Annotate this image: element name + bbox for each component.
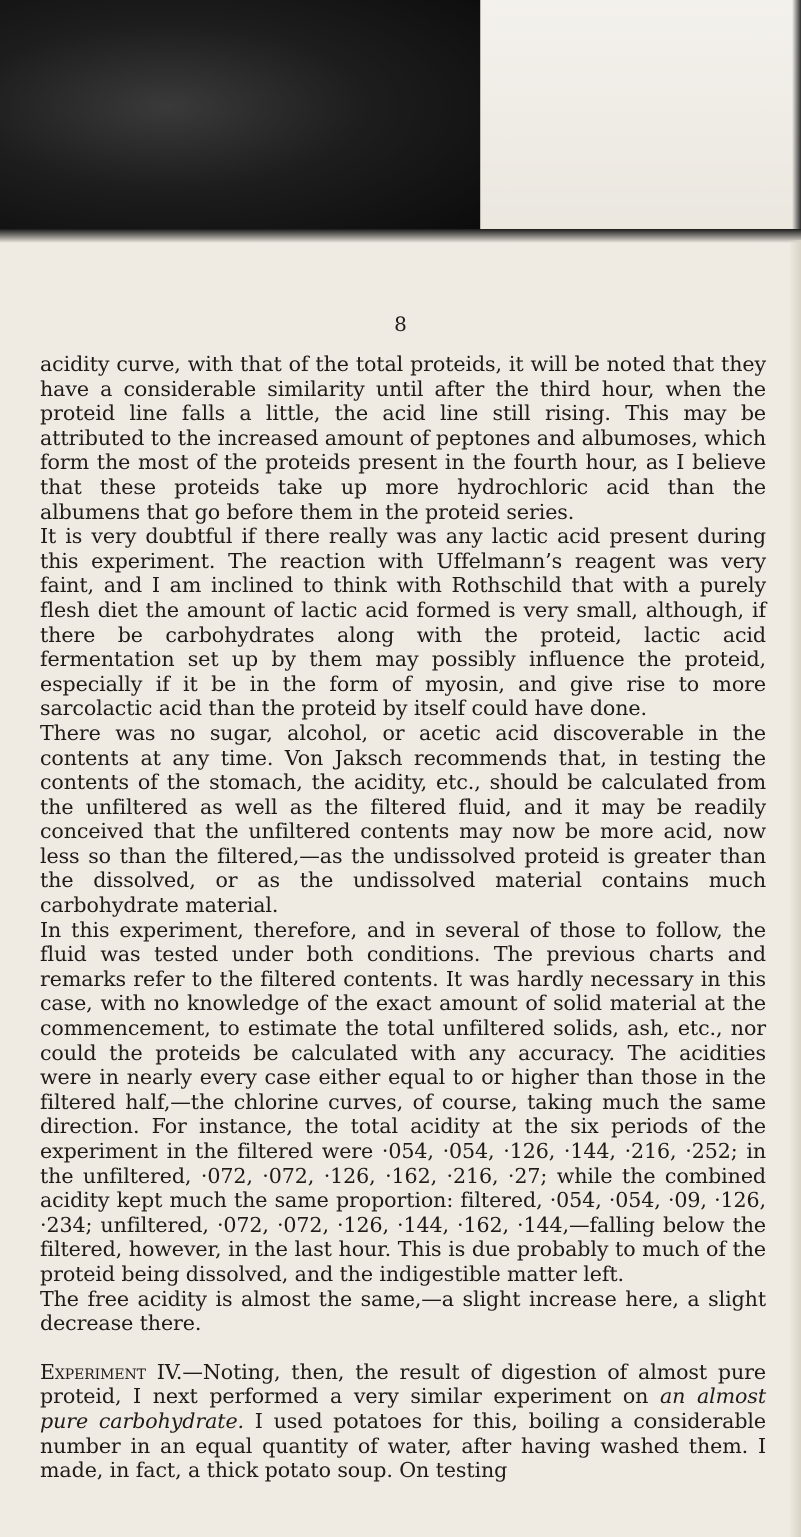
paragraph-experiment-iv [40,1360,766,1483]
scan-paper-edge [480,0,801,240]
experiment-rest: I used potatoes for this, boiling a considerable number in an equal quantity of water, after having washed them. I made, in fact, a thick potato soup. On testing [40,1408,766,1483]
body-text [40,352,766,1483]
scan-shadow-strip [0,229,801,243]
paragraph-both-conditions: In this experiment, therefore, and in several of those to follow, the fluid was tested under both conditions. The previous charts and remarks refer to the filtered contents. It was hardly necessary in this case, with no knowledge of the exact amount of solid material at the commencement, to estimate the total unfiltered solids, ash, etc., nor could the proteids be calculated with any accuracy. The acidities were in nearly every case either equal to or higher than those in the filtered half,—the chlorine curves, of course, taking much the same direction. For instance, the total acidity at the six periods of the experiment in the filtered were ·054, ·054, ·126, ·144, ·216, ·252; in the unfiltered, ·072, ·072, ·126, ·162, ·216, ·27; while the combined acidity kept much the same proportion: filtered, ·054, ·054, ·09, ·126, ·234; unfiltered, ·072, ·072, ·126, ·144, ·162, ·144,—falling below the filtered, however, in the last hour. This is due probably to much of the proteid being dissolved, and the indigestible matter left. [40,917,766,1286]
scan-dark-area [0,0,480,237]
page-right-edge-shadow [789,240,801,1537]
paragraph-no-sugar: There was no sugar, alcohol, or acetic acid discoverable in the contents at any time. Von Jaksch recommends that, in testing the contents of the stomach, the acidity, etc., should be calculated from the unfiltered as well as the filtered fluid, and it may be readily conceived that the unfiltered contents may now be more acid, now less so than the filtered,—as the undissolved proteid is greater than the dissolved, or as the undissolved material contains much carbohydrate material. [40,720,766,918]
experiment-heading: Experiment IV. [40,1359,183,1384]
paragraph-acidity-curve: acidity curve, with that of the total proteids, it will be noted that they have a considerable similarity until after the third hour, when the proteid line falls a little, the acid line still rising. This may be attributed to the increased amount of peptones and albumoses, which form the most of the proteids present in the fourth hour, as I believe that these proteids take up more hydrochloric acid than the albumens that go before them in the proteid series. [40,352,766,524]
page-number: 8 [394,312,407,336]
scan-border-top [0,0,801,240]
experiment-lead: —Noting, then, the result of digestion of almost pure proteid, I next performed a very similar experiment on [40,1359,767,1409]
paragraph-free-acidity: The free acidity is almost the same,—a slight increase here, a slight decrease there. [40,1286,766,1336]
experiment-emphasis: an almost pure carbohydrate. [40,1384,766,1433]
paragraph-lactic-acid: It is very doubtful if there really was any lactic acid present during this experiment. The reaction with Uffelmann’s reagent was very faint, and I am inclined to think with Rothschild that with a purely flesh diet the amount of lactic acid formed is very small, although, if there be carbohydrates along with the proteid, lactic acid fermentation set up by them may possibly influence the proteid, especially if it be in the form of myosin, and give rise to more sarcolactic acid than the proteid by itself could have done. [40,524,766,721]
